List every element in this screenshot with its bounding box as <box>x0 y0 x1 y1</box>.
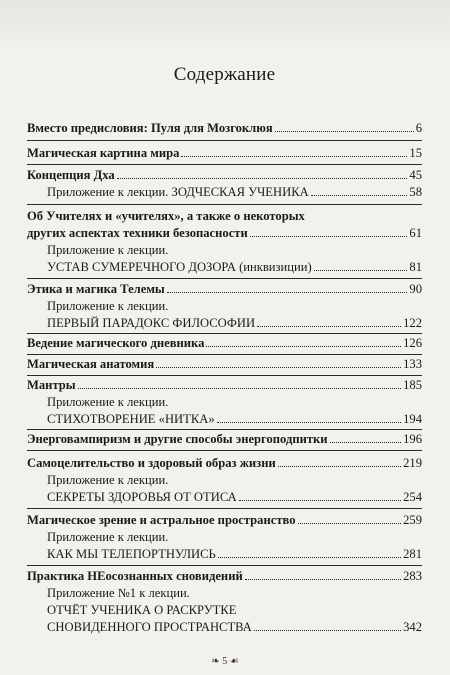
entry-subtitle: ОТЧЁТ УЧЕНИКА О РАСКРУТКЕ <box>47 603 237 617</box>
entry-page: 194 <box>403 412 422 426</box>
entry-page: 61 <box>409 226 422 240</box>
entry-subtitle: КАК МЫ ТЕЛЕПОРТНУЛИСЬ <box>47 547 216 561</box>
page-title: Содержание <box>173 64 276 85</box>
entry-page: 283 <box>403 569 422 583</box>
divider <box>27 429 422 430</box>
divider <box>27 375 422 376</box>
entry-subtitle: Приложение к лекции. <box>47 395 169 409</box>
entry-title: Мантры <box>27 378 76 392</box>
entry-page: 6 <box>415 121 422 135</box>
entry-page: 90 <box>409 282 422 296</box>
entry-page: 126 <box>403 336 422 350</box>
divider <box>27 508 422 509</box>
entry-title: Энерговампиризм и другие способы энергоподпитки <box>27 432 328 446</box>
entry-subtitle: СНОВИДЕННОГО ПРОСТРАНСТВА <box>47 620 252 634</box>
entry-title: Магическая картина мира <box>27 146 180 160</box>
entry-page: 342 <box>403 620 422 634</box>
toc-entry[interactable] <box>27 335 422 352</box>
toc-entry[interactable] <box>27 120 422 137</box>
entry-subtitle: Приложение к лекции. <box>47 530 169 544</box>
entry-page: 259 <box>403 513 422 527</box>
toc-entry[interactable] <box>27 281 422 332</box>
divider <box>27 278 422 279</box>
entry-page: 196 <box>403 432 422 446</box>
divider <box>27 450 422 451</box>
toc-entry[interactable] <box>27 356 422 373</box>
toc-entry[interactable] <box>27 568 422 636</box>
divider <box>27 354 422 355</box>
toc-entry[interactable] <box>27 455 422 506</box>
entry-page: 15 <box>409 146 422 160</box>
entry-subtitle: Приложение к лекции. <box>47 299 169 313</box>
entry-title: Вместо предисловия: Пуля для Мозгоклюя <box>27 121 273 135</box>
entry-title: Этика и магика Телемы <box>27 282 165 296</box>
entry-page: 219 <box>403 456 422 470</box>
entry-page: 81 <box>409 260 422 274</box>
toc-entry[interactable] <box>27 377 422 428</box>
divider <box>27 333 422 334</box>
divider <box>27 565 422 566</box>
page-number: ❧ 5 ☙ <box>211 656 239 667</box>
entry-subtitle: ПЕРВЫЙ ПАРАДОКС ФИЛОСОФИИ <box>47 316 256 330</box>
entry-subtitle: Приложение №1 к лекции. <box>47 586 190 600</box>
toc-entry[interactable] <box>27 208 422 276</box>
entry-subtitle: СТИХОТВОРЕНИЕ «НИТКА» <box>47 412 215 426</box>
entry-page: 254 <box>403 490 422 504</box>
toc-entry[interactable] <box>27 145 422 162</box>
entry-page: 122 <box>403 316 422 330</box>
entry-title: Магическое зрение и астральное пространство <box>27 513 296 527</box>
entry-title: Самоцелительство и здоровый образ жизни <box>27 456 276 470</box>
entry-subtitle: Приложение к лекции. ЗОДЧЕСКАЯ УЧЕНИКА <box>47 185 309 199</box>
entry-page: 58 <box>409 185 422 199</box>
entry-subtitle: Приложение к лекции. <box>47 243 169 257</box>
toc-entry[interactable] <box>27 431 422 448</box>
entry-page: 45 <box>409 168 422 182</box>
entry-title-line: других аспектах техники безопасности <box>27 226 248 240</box>
entry-title-line: Об Учителях и «учителях», а также о некоторых <box>27 209 305 223</box>
folio-ornament-right: ☙ <box>229 656 239 667</box>
entry-subtitle: УСТАВ СУМЕРЕЧНОГО ДОЗОРА (инквизиции) <box>47 260 312 274</box>
entry-subtitle: Приложение к лекции. <box>47 473 169 487</box>
entry-page: 133 <box>403 357 422 371</box>
page-top-bleed <box>0 0 450 48</box>
divider <box>27 204 422 205</box>
toc-entry[interactable] <box>27 512 422 563</box>
entry-title: Практика НЕосознанных сновидений <box>27 569 243 583</box>
divider <box>27 164 422 165</box>
folio-ornament-left: ❧ <box>211 656 220 667</box>
entry-title: Концепция Дха <box>27 168 115 182</box>
entry-title: Ведение магического дневника <box>27 336 205 350</box>
divider <box>27 140 422 141</box>
entry-title: Магическая анатомия <box>27 357 155 371</box>
entry-page: 281 <box>403 547 422 561</box>
entry-subtitle: СЕКРЕТЫ ЗДОРОВЬЯ ОТ ОТИСА <box>47 490 237 504</box>
entry-page: 185 <box>403 378 422 392</box>
toc-entry[interactable] <box>27 167 422 201</box>
